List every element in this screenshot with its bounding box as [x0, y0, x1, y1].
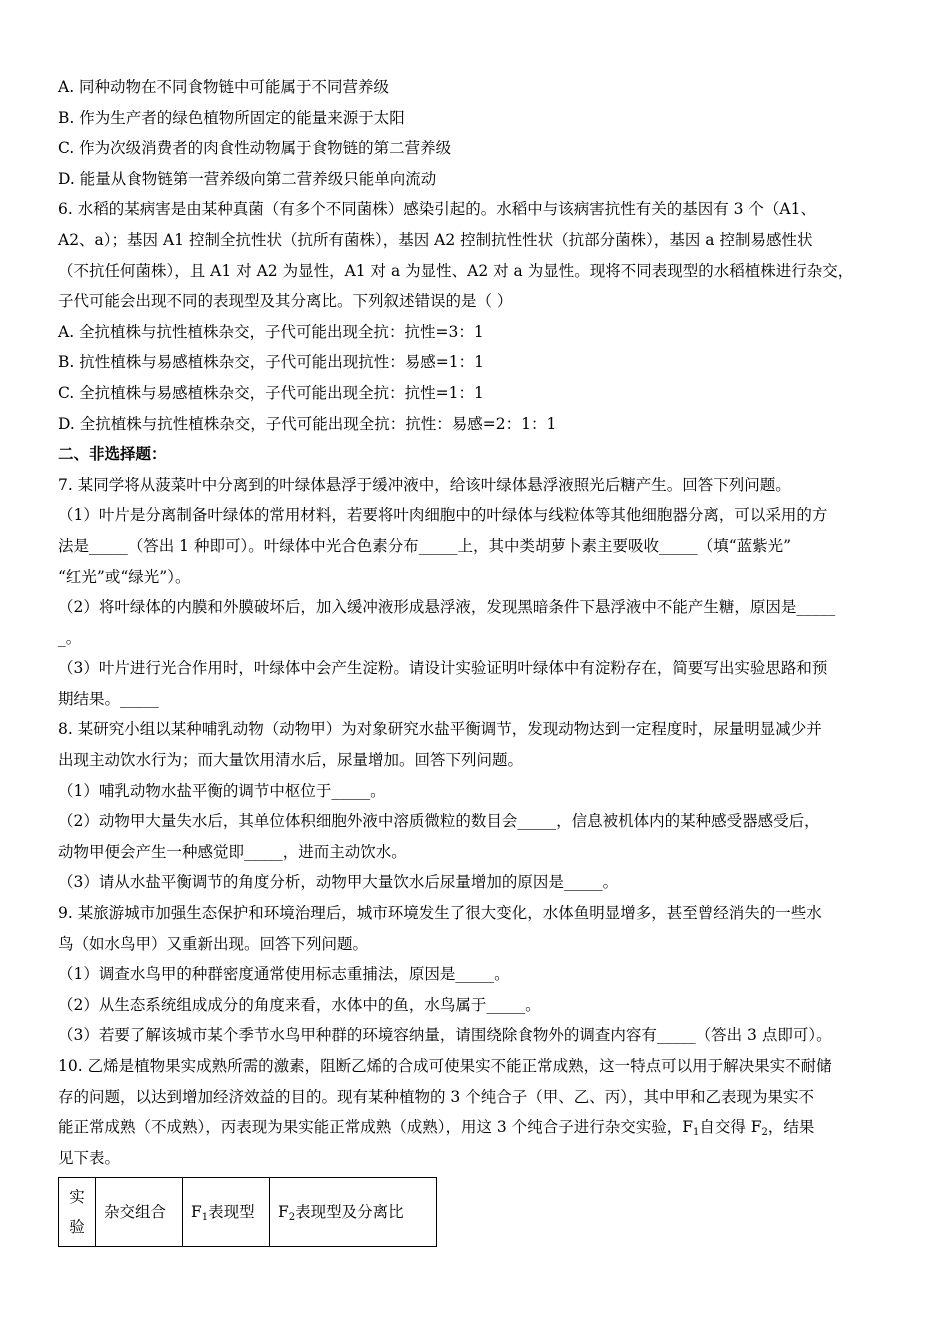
q10-line3-text: 能正常成熟（不成熟），丙表现为果实能正常成熟（成熟），用这 3 个纯合子进行杂交实验，F	[58, 1118, 693, 1137]
q6-option-a: A. 全抗植株与抗性植株杂交，子代可能出现全抗：抗性=3：1	[58, 322, 484, 341]
q6-stem-line: 子代可能会出现不同的表现型及其分离比。下列叙述错误的是（ ）	[58, 292, 513, 311]
q8-line: （2）动物甲大量失水后，其单位体积细胞外液中溶质微粒的数目会_____，信息被机体内的某种感受器感受后，	[58, 812, 820, 831]
q7-line: （2）将叶绿体的内膜和外膜破坏后，加入缓冲液形成悬浮液，发现黑暗条件下悬浮液中不能产生糖，原因是_____	[58, 598, 836, 617]
q10-line3-end: ，结果	[767, 1118, 815, 1137]
table-header-row	[59, 1178, 437, 1247]
q6-stem-line: A2、a）；基因 A1 控制全抗性状（抗所有菌株），基因 A2 控制抗性性状（抗部分菌株），基因 a 控制易感性状	[58, 230, 813, 249]
q6-stem-line: 6. 水稻的某病害是由某种真菌（有多个不同菌株）感染引起的。水稻中与该病害抗性有关的基因有 3 个（A1、	[58, 200, 816, 219]
q6-stem-line: （不抗任何菌株），且 A1 对 A2 为显性，A1 对 a 为显性、A2 对 a 为显性。现将不同表现型的水稻植株进行杂交，	[58, 261, 854, 280]
q8-line: （1）哺乳动物水盐平衡的调节中枢位于_____。	[58, 781, 386, 800]
q10-subscript-2: 2	[761, 1127, 768, 1139]
header-f2-phenotype: $F_2$表现型及分离比	[270, 1178, 437, 1247]
q5-option-d: D. 能量从食物链第一营养级向第二营养级只能单向流动	[58, 169, 437, 188]
header-experiment-top: 实	[69, 1188, 85, 1207]
experiment-table	[58, 1177, 437, 1247]
q7-line: “红光”或“绿光”）。	[58, 567, 191, 586]
header-experiment	[59, 1178, 96, 1247]
q8-line: 动物甲便会产生一种感觉即_____，进而主动饮水。	[58, 842, 407, 861]
q5-option-a: A. 同种动物在不同食物链中可能属于不同营养级	[58, 78, 390, 96]
q7-line: （1）叶片是分离制备叶绿体的常用材料，若要将叶肉细胞中的叶绿体与线粒体等其他细胞器分离，可以采用的方	[58, 506, 828, 525]
section-title: 二、非选择题：	[58, 445, 167, 464]
q6-option-d: D. 全抗植株与抗性植株杂交，子代可能出现全抗：抗性：易感=2：1：1	[58, 414, 557, 433]
q10-line: 存的问题，以达到增加经济效益的目的。现有某种植物的 3 个纯合子（甲、乙、丙），其中甲和乙表现为果实不	[58, 1087, 814, 1106]
q9-line: （3）若要了解该城市某个季节水鸟甲种群的环境容纳量，请围绕除食物外的调查内容有_____（答出 3 点即可）。	[58, 1026, 832, 1045]
header-experiment-bottom: 验	[69, 1218, 85, 1237]
q9-line: （2）从生态系统组成成分的角度来看，水体中的鱼，水鸟属于_____。	[58, 995, 541, 1014]
q10-line: 10. 乙烯是植物果实成熟所需的激素，阻断乙烯的合成可使果实不能正常成熟，这一特点可以用于解决果实不耐储	[58, 1057, 832, 1075]
q8-line: 出现主动饮水行为；而大量饮用清水后，尿量增加。回答下列问题。	[58, 751, 524, 770]
q8-line: 8. 某研究小组以某种哺乳动物（动物甲）为对象研究水盐平衡调节，发现动物达到一定程度时，尿量明显减少并	[58, 720, 822, 739]
q7-line: 法是_____（答出 1 种即可）。叶绿体中光合色素分布_____上，其中类胡萝卜素主要吸收_____（填“蓝紫光”	[58, 536, 792, 555]
q5-option-b: B. 作为生产者的绿色植物所固定的能量来源于太阳	[58, 108, 405, 127]
q7-line: 期结果。_____	[58, 689, 159, 708]
header-f1-phenotype: $F_1$表现型	[183, 1178, 270, 1247]
q10-line: 见下表。	[58, 1148, 121, 1167]
q6-option-b: B. 抗性植株与易感植株杂交，子代可能出现抗性：易感=1：1	[58, 353, 484, 372]
q10-line3-mid: 自交得 F	[699, 1118, 762, 1137]
q8-line: （3）请从水盐平衡调节的角度分析，动物甲大量饮水后尿量增加的原因是_____。	[58, 873, 619, 892]
document-page	[58, 72, 898, 1247]
q9-line: 9. 某旅游城市加强生态保护和环境治理后，城市环境发生了很大变化，水体鱼明显增多，甚至曾经消失的一些水	[58, 904, 822, 923]
q9-line: （1）调查水鸟甲的种群密度通常使用标志重捕法，原因是_____。	[58, 965, 510, 984]
q6-option-c: C. 全抗植株与易感植株杂交，子代可能出现全抗：抗性=1：1	[58, 383, 484, 402]
header-cross-combo: 杂交组合	[96, 1178, 183, 1247]
q9-line: 鸟（如水鸟甲）又重新出现。回答下列问题。	[58, 934, 369, 953]
q10-line	[58, 1112, 898, 1143]
q7-line: 7. 某同学将从菠菜叶中分离到的叶绿体悬浮于缓冲液中，给该叶绿体悬浮液照光后糖产生。回答下列问题。	[58, 475, 791, 494]
q7-line: （3）叶片进行光合作用时，叶绿体中会产生淀粉。请设计实验证明叶绿体中有淀粉存在，简要写出实验思路和预	[58, 659, 828, 678]
q7-line: _。	[58, 628, 82, 647]
q5-option-c: C. 作为次级消费者的肉食性动物属于食物链的第二营养级	[58, 139, 452, 158]
q10-subscript-1: 1	[692, 1127, 700, 1139]
